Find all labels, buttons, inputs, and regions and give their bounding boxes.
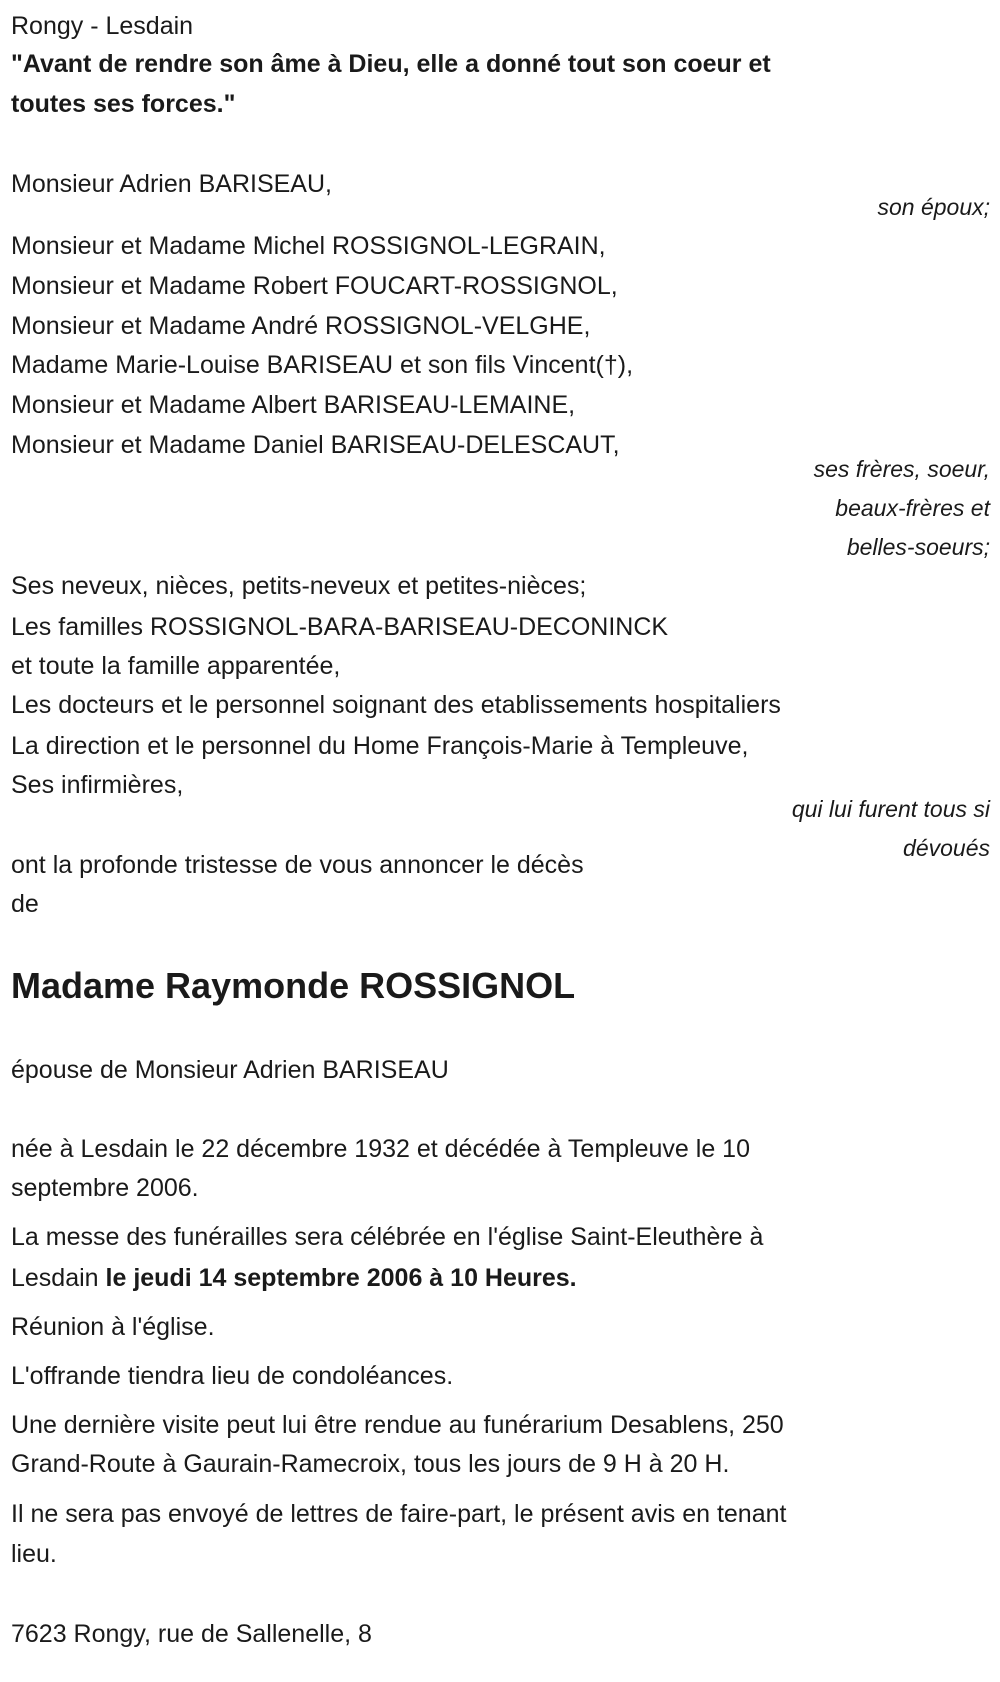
spouse-of: épouse de Monsieur Adrien BARISEAU <box>11 1056 449 1084</box>
announcement: ont la profonde tristesse de vous annoncer le décès <box>11 851 584 879</box>
sibling-line: Madame Marie-Louise BARISEAU et son fils Vincent(†), <box>11 351 634 379</box>
location: Rongy - Lesdain <box>11 12 194 40</box>
quote-line: toutes ses forces." <box>11 90 236 118</box>
sibling-line: Monsieur et Madame Robert FOUCART-ROSSIGNOL, <box>11 272 618 300</box>
funeral-mass: La messe des funérailles sera célébrée en l'église Saint-Eleuthère à <box>11 1223 764 1251</box>
family-line: et toute la famille apparentée, <box>11 652 341 680</box>
birth-death: septembre 2006. <box>11 1174 199 1202</box>
sibling-line: Monsieur et Madame Michel ROSSIGNOL-LEGRAIN, <box>11 232 606 260</box>
offering: L'offrande tiendra lieu de condoléances. <box>11 1362 454 1390</box>
others-relation: qui lui furent tous si <box>791 796 990 822</box>
announcement: de <box>11 890 39 918</box>
family-line: Ses infirmières, <box>11 771 184 799</box>
siblings-relation: belles-soeurs; <box>846 534 990 560</box>
notice: lieu. <box>11 1540 57 1568</box>
family-line: La direction et le personnel du Home François-Marie à Templeuve, <box>11 732 749 760</box>
mass-datetime: le jeudi 14 septembre 2006 à 10 Heures. <box>105 1264 577 1292</box>
address: 7623 Rongy, rue de Sallenelle, 8 <box>11 1620 372 1648</box>
others-relation: dévoués <box>903 835 990 861</box>
sibling-line: Monsieur et Madame André ROSSIGNOL-VELGHE, <box>11 312 591 340</box>
family-line: Ses neveux, nièces, petits-neveux et petites-nièces; <box>11 572 587 600</box>
birth-death: née à Lesdain le 22 décembre 1932 et décédée à Templeuve le 10 <box>11 1135 750 1163</box>
sibling-line: Monsieur et Madame Daniel BARISEAU-DELESCAUT, <box>11 431 620 459</box>
deceased-name: Madame Raymonde ROSSIGNOL <box>11 965 576 1006</box>
quote-line: "Avant de rendre son âme à Dieu, elle a donné tout son coeur et <box>11 50 771 78</box>
siblings-relation: beaux-frères et <box>835 495 990 521</box>
family-line: Les docteurs et le personnel soignant des etablissements hospitaliers <box>11 691 781 719</box>
spouse-relation: son époux; <box>877 194 990 220</box>
siblings-relation: ses frères, soeur, <box>813 456 990 482</box>
mass-place: Lesdain <box>11 1264 106 1292</box>
sibling-line: Monsieur et Madame Albert BARISEAU-LEMAINE, <box>11 391 576 419</box>
funeral-mass-date <box>11 1258 577 1298</box>
meeting: Réunion à l'église. <box>11 1313 215 1341</box>
spouse-name: Monsieur Adrien BARISEAU, <box>11 170 332 198</box>
visit: Une dernière visite peut lui être rendue au funérarium Desablens, 250 <box>11 1411 784 1439</box>
family-line: Les familles ROSSIGNOL-BARA-BARISEAU-DECONINCK <box>11 613 669 641</box>
visit: Grand-Route à Gaurain-Ramecroix, tous les jours de 9 H à 20 H. <box>11 1450 730 1478</box>
notice: Il ne sera pas envoyé de lettres de faire-part, le présent avis en tenant <box>11 1500 787 1528</box>
